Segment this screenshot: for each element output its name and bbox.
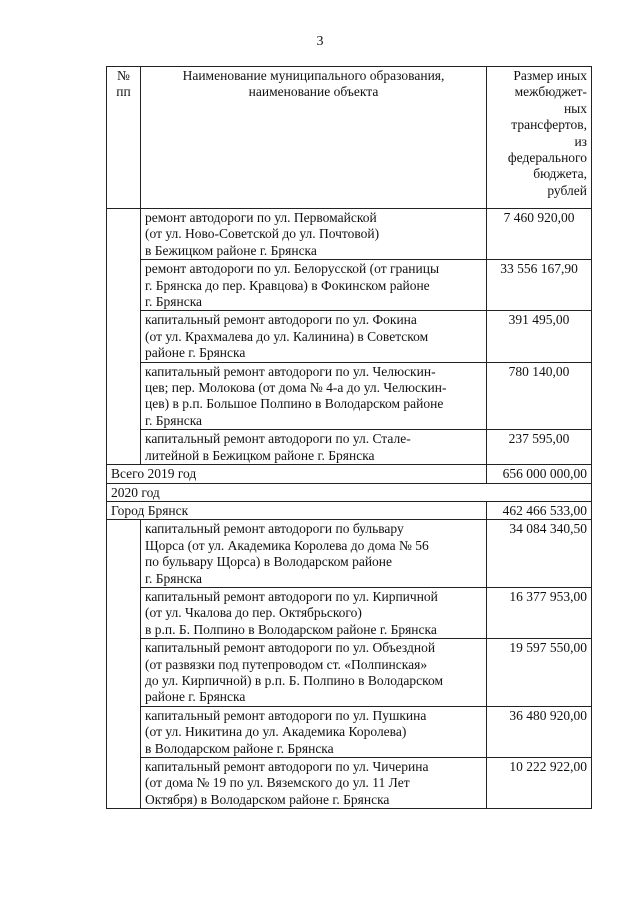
object-amount: 237 595,00 [487, 430, 592, 465]
table-header-row [107, 67, 592, 209]
city-label: Город Брянск [107, 501, 487, 519]
header-amount: Размер иных межбюджет- ных трансфертов, из федерального бюджета, рублей [487, 67, 592, 209]
total-2019-row [107, 465, 592, 483]
city-row [107, 501, 592, 519]
object-name: капитальный ремонт автодороги по ул. Объездной (от развязки под путепроводом ст. «Полпинская» до ул. Кирпичной) в р.п. Б. Полпино в Володарском районе г. Брянска [141, 639, 487, 707]
header-number: № пп [107, 67, 141, 209]
total-2019-label: Всего 2019 год [107, 465, 487, 483]
table-row [107, 430, 592, 465]
city-amount: 462 466 533,00 [487, 501, 592, 519]
table-row [107, 520, 592, 588]
year-2020-row [107, 483, 592, 501]
object-name: капитальный ремонт автодороги по ул. Кирпичной (от ул. Чкалова до пер. Октябрьского) в р.п. Б. Полпино в Володарском районе г. Брянска [141, 587, 487, 638]
table-row [107, 311, 592, 362]
object-amount: 780 140,00 [487, 362, 592, 430]
page-number: 3 [316, 34, 324, 49]
object-name: капитальный ремонт автодороги по ул. Пушкина (от ул. Никитина до ул. Академика Королева) в Володарском районе г. Брянска [141, 706, 487, 757]
number-cell-empty [107, 209, 141, 465]
total-2019-amount: 656 000 000,00 [487, 465, 592, 483]
number-cell-empty [107, 520, 141, 809]
object-name: капитальный ремонт автодороги по бульвару Щорса (от ул. Академика Королева до дома № 56 по бульвару Щорса) в Володарском районе г. Брянска [141, 520, 487, 588]
object-name: ремонт автодороги по ул. Первомайской (от ул. Ново-Советской до ул. Почтовой) в Бежицком районе г. Брянска [141, 209, 487, 260]
table-row [107, 758, 592, 809]
table-row [107, 260, 592, 311]
object-amount: 33 556 167,90 [487, 260, 592, 311]
table-row [107, 639, 592, 707]
transfers-table [106, 66, 592, 809]
object-amount: 19 597 550,00 [487, 639, 592, 707]
object-name: ремонт автодороги по ул. Белорусской (от границы г. Брянска до пер. Кравцова) в Фокинском районе г. Брянска [141, 260, 487, 311]
object-name: капитальный ремонт автодороги по ул. Челюскин- цев; пер. Молокова (от дома № 4-а до ул. Челюскин- цев) в р.п. Большое Полпино в Володарском районе г. Брянска [141, 362, 487, 430]
object-amount: 16 377 953,00 [487, 587, 592, 638]
table-row [107, 587, 592, 638]
table-row [107, 362, 592, 430]
year-2020-label: 2020 год [107, 483, 592, 501]
table-row [107, 209, 592, 260]
object-name: капитальный ремонт автодороги по ул. Стале- литейной в Бежицком районе г. Брянска [141, 430, 487, 465]
header-name: Наименование муниципального образования, наименование объекта [141, 67, 487, 209]
object-amount: 36 480 920,00 [487, 706, 592, 757]
object-name: капитальный ремонт автодороги по ул. Фокина (от ул. Крахмалева до ул. Калинина) в Советском районе г. Брянска [141, 311, 487, 362]
table-row [107, 706, 592, 757]
object-amount: 10 222 922,00 [487, 758, 592, 809]
object-amount: 391 495,00 [487, 311, 592, 362]
object-amount: 7 460 920,00 [487, 209, 592, 260]
object-amount: 34 084 340,50 [487, 520, 592, 588]
object-name: капитальный ремонт автодороги по ул. Чичерина (от дома № 19 по ул. Вяземского до ул. 11 Лет Октября) в Володарском районе г. Брянска [141, 758, 487, 809]
